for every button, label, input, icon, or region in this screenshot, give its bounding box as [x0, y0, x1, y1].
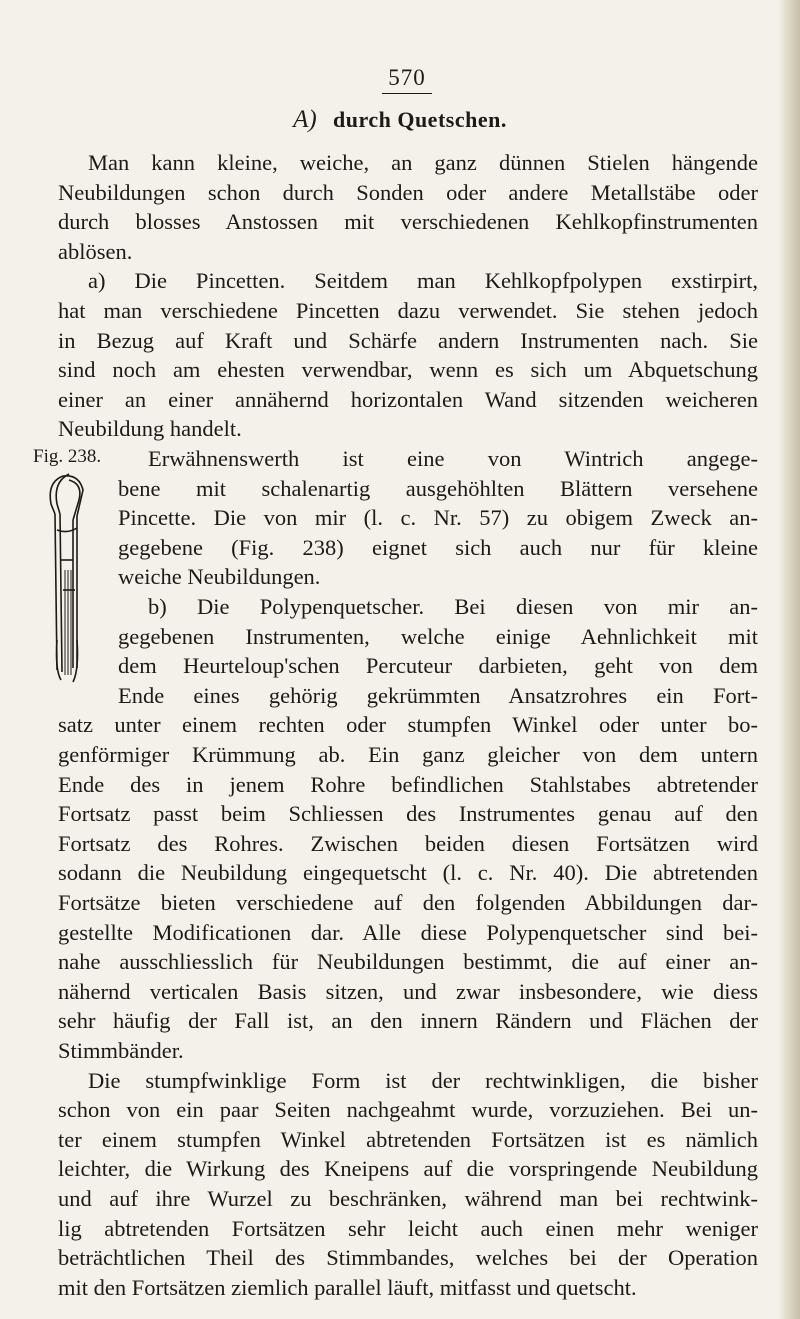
text-line: satz unter einem rechten oder stumpfen Winkel oder unter bo-: [58, 712, 758, 738]
text-line: einer an einer annähernd horizontalen Wand sitzenden weicheren: [58, 386, 758, 412]
text-line: ter einem stumpfen Winkel abtretenden Fortsätzen ist es nämlich: [58, 1126, 758, 1152]
forceps-illustration: [33, 470, 105, 685]
text-line: nahe ausschliesslich für Neubildungen bestimmt, die auf einer an-: [58, 949, 758, 975]
text-line: dem Heurteloup'schen Percuteur darbieten, geht von dem: [118, 653, 758, 679]
text-line: Ende des in jenem Rohre befindlichen Stahlstabes abtretender: [58, 771, 758, 797]
text-line: sodann die Neubildung eingequetscht (l. c. Nr. 40). Die abtretenden: [58, 860, 758, 886]
text-line: nähernd verticalen Basis sitzen, und zwar insbesondere, wie diess: [58, 978, 758, 1004]
text-line: lig abtretenden Fortsätzen sehr leicht auch einen mehr weniger: [58, 1215, 758, 1241]
text-line: Erwähnenswerth ist eine von Wintrich angege-: [148, 446, 758, 471]
text-line: durch blosses Anstossen mit verschiedenen Kehlkopfinstrumenten: [58, 209, 758, 235]
text-line: Pincette. Die von mir (l. c. Nr. 57) zu obigem Zweck an-: [118, 505, 758, 531]
text-line: Fortsatz des Rohres. Zwischen beiden diesen Fortsätzen wird: [58, 830, 758, 856]
text-line: Man kann kleine, weiche, an ganz dünnen Stielen hängende: [88, 150, 758, 175]
text-line: Stimmbänder.: [58, 1038, 184, 1063]
page-edge-shadow: [778, 0, 800, 1319]
text-line: Die stumpfwinklige Form ist der rechtwinkligen, die bisher: [88, 1067, 758, 1093]
text-line: und auf ihre Wurzel zu beschränken, während man bei rechtwink-: [58, 1186, 758, 1211]
text-line: sind noch am ehesten verwendbar, wenn es sich um Abquetschung: [58, 357, 758, 383]
section-heading: [0, 106, 800, 134]
text-line: weiche Neubildungen.: [118, 564, 321, 590]
section-title: durch Quetschen.: [333, 107, 507, 132]
text-line: hat man verschiedene Pincetten dazu verwendet. Sie stehen jedoch: [58, 298, 758, 323]
text-line: a) Die Pincetten. Seitdem man Kehlkopfpolypen exstirpirt,: [88, 268, 758, 294]
text-line: mit den Fortsätzen ziemlich parallel läuft, mitfasst und quetscht.: [58, 1274, 637, 1300]
text-line: gegebenen Instrumenten, welche einige Aehnlichkeit mit: [118, 623, 758, 649]
page-number: 570: [0, 65, 800, 94]
text-line: schon von ein paar Seiten nachgeahmt wurde, vorzuziehen. Bei un-: [58, 1097, 758, 1123]
text-line: Neubildung handelt.: [58, 416, 242, 442]
text-line: genförmiger Krümmung ab. Ein ganz gleicher von dem untern: [58, 742, 758, 767]
figure-caption: Fig. 238.: [33, 446, 102, 467]
text-line: bene mit schalenartig ausgehöhlten Blättern versehene: [118, 475, 758, 501]
text-line: gegebene (Fig. 238) eignet sich auch nur für kleine: [118, 534, 758, 560]
text-line: Ende eines gehörig gekrümmten Ansatzrohres ein Fort-: [118, 682, 758, 708]
text-line: leichter, die Wirkung des Kneipens auf die vorspringende Neubildung: [58, 1156, 758, 1182]
text-line: in Bezug auf Kraft und Schärfe andern Instrumenten nach. Sie: [58, 327, 758, 353]
text-line: beträchtlichen Theil des Stimmbandes, welches bei der Operation: [58, 1245, 758, 1271]
section-label: A): [293, 106, 317, 133]
text-line: gestellte Modificationen dar. Alle diese Polypenquetscher sind bei-: [58, 919, 758, 945]
text-line: Fortsätze bieten verschiedene auf den folgenden Abbildungen dar-: [58, 890, 758, 915]
text-line: Fortsatz passt beim Schliessen des Instrumentes genau auf den: [58, 801, 758, 827]
text-line: sehr häufig der Fall ist, an den innern Rändern und Flächen der: [58, 1008, 758, 1034]
text-line: b) Die Polypenquetscher. Bei diesen von mir an-: [148, 594, 758, 619]
text-line: ablösen.: [58, 238, 133, 264]
text-line: Neubildungen schon durch Sonden oder andere Metallstäbe oder: [58, 179, 758, 205]
